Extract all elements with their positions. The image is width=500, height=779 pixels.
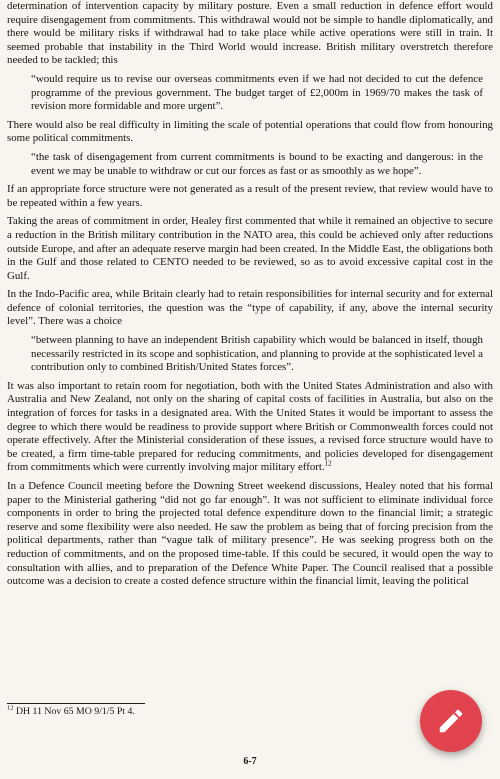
paragraph: determination of intervention capacity by military posture. Even a small reduction in defence effort would require disengagement from commitments. This withdrawal would not be simple to handle diplomatically, and there would be military risks if withdrawal had to take place while active operations were still in train. It seemed probable that instability in the Third World would increase. British military overstretch therefore needed to be tackled; this	[7, 0, 493, 67]
paragraph-text: It was also important to retain room for negotiation, both with the United States Administration and also with Australia and New Zealand, not only on the sharing of capital costs of facilities in Australia, but also on the integration of forces for tasks in a designated area. With the United States it would be important to assess the degree to which there would be readiness to provide support where British or Commonwealth forces could not operate effectively. After the Ministerial consideration of these issues, a revised force structure would have to be created, a firm time-table prepared for reducing commitments, and policies developed for disengagement from commitments which were currently involving major military effort.	[7, 379, 493, 474]
footnote-reference[interactable]: 12	[324, 459, 332, 468]
block-quote: “the task of disengagement from current commitments is bound to be exacting and dangerous: in the event we may be unable to withdraw or cut our forces as fast or as smoothly as we hope”.	[31, 150, 483, 177]
paragraph: There would also be real difficulty in limiting the scale of potential operations that could flow from honouring some political commitments.	[7, 118, 493, 145]
paragraph-with-footnote	[7, 380, 493, 475]
edit-button[interactable]	[420, 690, 482, 752]
footnote	[7, 706, 135, 718]
footnote-text: DH 11 Nov 65 MO 9/1/5 Pt 4.	[15, 706, 135, 717]
document-body	[7, 0, 493, 594]
block-quote: “would require us to revise our overseas commitments even if we had not decided to cut the defence programme of the previous government. The budget target of £2,000m in 1969/70 makes the task of revision more formidable and more urgent”.	[31, 72, 483, 113]
page-number: 6-7	[243, 756, 257, 767]
paragraph: If an appropriate force structure were not generated as a result of the present review, that review would have to be repeated within a few years.	[7, 183, 493, 209]
block-quote: “between planning to have an independent British capability which would be balanced in itself, though necessarily restricted in its scope and sophistication, and planning to provide at the sophisticated level a contribution only to combined British/United States forces”.	[31, 334, 483, 374]
pencil-icon	[436, 706, 466, 736]
footnote-number: 12	[7, 704, 14, 712]
footnote-divider	[7, 703, 145, 704]
paragraph: In the Indo-Pacific area, while Britain clearly had to retain responsibilities for internal security and for external defence of colonial territories, the question was the “type of capability, if any, above the internal security level”. There was a choice	[7, 288, 493, 328]
paragraph: In a Defence Council meeting before the Downing Street weekend discussions, Healey noted that his formal paper to the Ministerial gathering “did not go far enough”. It was not sufficient to eliminate individual force components in order to bring the projected total defence expenditure down to the financial limit; a strategic reserve and some flexibility were also needed. He saw the problem as being that of forcing precision from the political departments, rather than “vague talk of military presence”. He was seeking progress both on the reduction of commitments, and on the proposed time-table. If this could be secured, it would open the way to consultation with allies, and to preparation of the Defence White Paper. The Council realised that a possible outcome was a decision to create a costed defence structure within the financial limit, leaving the political	[7, 480, 493, 588]
paragraph: Taking the areas of commitment in order, Healey first commented that while it remained an objective to secure a reduction in the British military contribution in the NATO area, this could be achieved only after reductions outside Europe, and after an adequate reserve margin had been created. In the Middle East, the obligations both in the Gulf and those related to CENTO needed to be reviewed, so as to avoid excessive capital cost in the Gulf.	[7, 215, 493, 282]
